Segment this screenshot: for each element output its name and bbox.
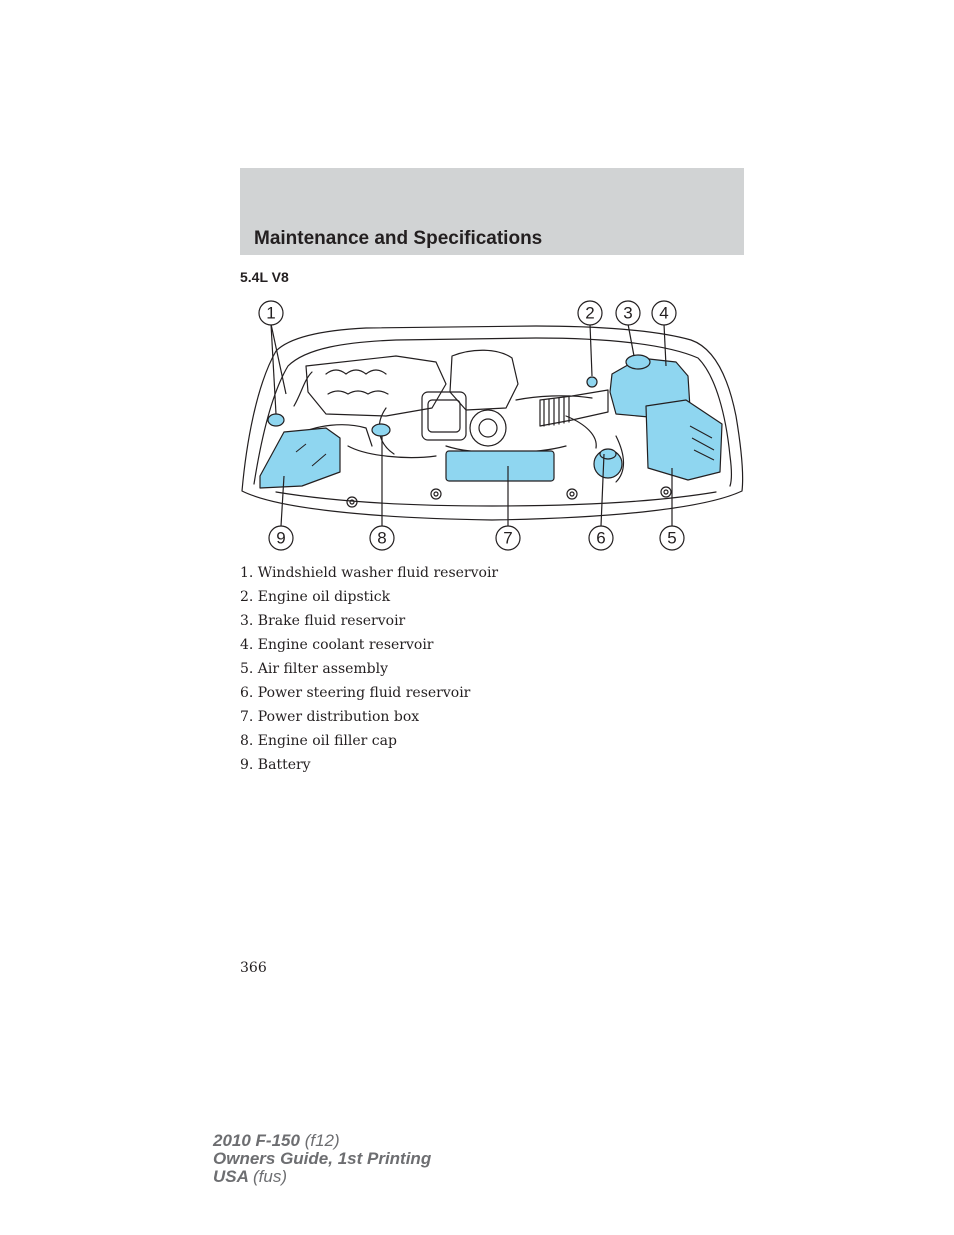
legend-item: 4. Engine coolant reservoir: [240, 637, 434, 653]
air-filter-shape: [646, 400, 722, 480]
callout-3-label: 3: [623, 303, 633, 323]
callout-4-label: 4: [659, 303, 669, 323]
brake-reservoir-cap-shape: [626, 355, 650, 369]
component-legend: [240, 563, 498, 779]
legend-item: 9. Battery: [240, 757, 311, 773]
legend-item: 3. Brake fluid reservoir: [240, 613, 406, 629]
battery-shape: [260, 428, 340, 488]
footer-market: USA: [213, 1167, 249, 1186]
document-footer: [213, 1132, 431, 1186]
legend-item: 5. Air filter assembly: [240, 661, 389, 677]
power-steering-cap-shape: [600, 449, 616, 459]
callout-6-label: 6: [596, 528, 606, 548]
footer-market-code: (fus): [253, 1167, 287, 1186]
legend-item: 2. Engine oil dipstick: [240, 589, 391, 605]
footer-line-1: [213, 1132, 431, 1150]
callout-7: [496, 526, 520, 550]
legend-item: 6. Power steering fluid reservoir: [240, 685, 471, 701]
footer-line-3: [213, 1168, 431, 1186]
callout-6: [589, 526, 613, 550]
callout-1: [259, 301, 283, 325]
dipstick-handle-shape: [587, 377, 597, 387]
callout-9: [269, 526, 293, 550]
legend-item: 8. Engine oil filler cap: [240, 733, 397, 749]
callout-5-label: 5: [667, 528, 677, 548]
callout-2: [578, 301, 602, 325]
legend-item: 1. Windshield washer fluid reservoir: [240, 565, 499, 581]
oil-filler-cap-shape: [372, 424, 390, 436]
power-distribution-box-shape: [446, 451, 554, 481]
footer-model-code: (f12): [304, 1131, 340, 1150]
page-number: 366: [240, 960, 267, 976]
callout-5: [660, 526, 684, 550]
callout-8-label: 8: [377, 528, 387, 548]
callout-4: [652, 301, 676, 325]
footer-model: 2010 F-150: [213, 1131, 300, 1150]
callout-8: [370, 526, 394, 550]
footer-line-2: Owners Guide, 1st Printing: [213, 1149, 432, 1168]
legend-item: 7. Power distribution box: [240, 709, 420, 725]
callout-7-label: 7: [503, 528, 513, 548]
callout-3: [616, 301, 640, 325]
callout-1-label: 1: [266, 303, 276, 323]
engine-compartment-diagram: [236, 296, 748, 556]
callout-9-label: 9: [276, 528, 286, 548]
section-title: Maintenance and Specifications: [254, 228, 543, 249]
subsection-title: 5.4L V8: [240, 269, 289, 285]
callout-2-label: 2: [585, 303, 595, 323]
washer-reservoir-cap: [268, 414, 284, 426]
